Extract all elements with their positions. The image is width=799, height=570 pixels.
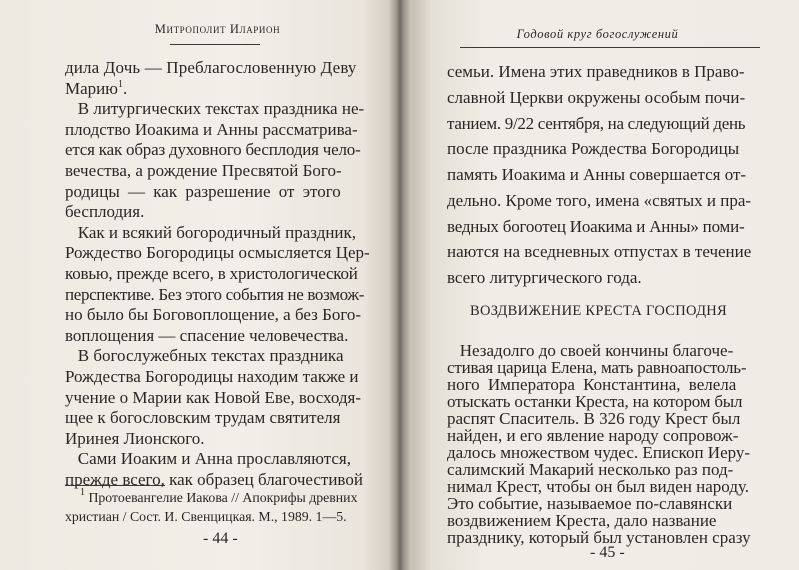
page-number-right: - 45 - [590, 544, 625, 561]
right-text-line: нимал Крест, чтобы он был виден народу. [447, 477, 750, 496]
left-text-line: Иринея Лионского. [65, 428, 205, 448]
left-text-line: Как и всякий богородичный праздник, [65, 222, 357, 242]
left-text-line: родицы — как разрешение от этого [65, 181, 341, 201]
footnote-line-1 [80, 489, 357, 507]
right-text-line: танием. 9/22 сентября, на следующий день [447, 113, 746, 133]
left-text-line: ковью, прежде всего, в христологической [65, 264, 358, 283]
left-text-line: но было бы Боговоплощение, а без Бого- [65, 305, 362, 325]
right-text-line: ведных богоотец Иоакима и Анны» поми- [447, 216, 745, 236]
left-text-line: Рождество Богородицы осмысляется Цер- [65, 243, 370, 263]
left-text-line: Сами Иоаким и Анна прославляются, [65, 449, 351, 469]
left-running-head: Митрополит Иларион [154, 22, 281, 36]
left-text-line: воплощения — спасение человечества. [65, 325, 349, 345]
footnote-line-2: христиан / Сост. И. Свенцицкая. М., 1989. 1—5. [65, 509, 347, 524]
left-head-rule [170, 44, 260, 45]
left-text-line: перспективе. Без этого события не возмож- [65, 284, 365, 304]
left-text-line: плодство Иоакима и Анны рассматрива- [65, 119, 358, 139]
right-text-line: после праздника Рождества Богородицы [447, 139, 740, 159]
right-text-line: распят Спаситель. В 326 году Крест был [447, 409, 741, 428]
right-text-line: наются на вседневных отпустах в течение [447, 242, 752, 262]
left-text-line: Марию$^1$. [65, 78, 128, 98]
right-text-line: семьи. Имена этих праведников в Право- [447, 62, 745, 81]
left-text-line: щее к богословским трудам святителя [65, 408, 341, 428]
left-text-line: Рождества Богородицы находим также и [65, 367, 359, 386]
footnote-number: 1 [80, 487, 85, 498]
right-text-line: славной Церкви окружены особым почи- [447, 87, 746, 107]
right-text-line: дельно. Кроме того, имена «святых и пра- [447, 190, 752, 210]
right-text-line: Незадолго до своей кончины благоче- [447, 341, 734, 360]
left-text-line: дила Дочь — Преблагословенную Деву [65, 58, 357, 77]
left-text-line: учение о Марии как Новой Еве, восходя- [65, 387, 362, 407]
right-text-line: далось множеством чудес. Епископ Иеру- [447, 443, 751, 462]
footnote-marker: 1 [117, 78, 123, 90]
book-gutter [388, 0, 412, 570]
right-text-line: ного Императора Константина, велела [447, 375, 737, 394]
right-text-line: воздвижением Креста, дало название [447, 511, 717, 530]
right-text-line: отыскать останки Креста, на котором был [447, 392, 743, 411]
right-running-head: Годовой круг богослужений [516, 27, 679, 41]
right-text-line: Это событие, называемое по-славянски [447, 494, 733, 513]
left-text-line: вечества, а рождение Пресвятой Бого- [65, 161, 342, 180]
right-text-line: стивая царица Елена, мать равноапостоль- [447, 358, 747, 377]
right-text-line: салимский Макарий несколько раз под- [447, 460, 734, 479]
section-heading: ВОЗДВИЖЕНИЕ КРЕСТА ГОСПОДНЯ [470, 303, 728, 319]
right-head-rule [460, 47, 760, 48]
left-text-line: В богослужебных текстах праздника [65, 346, 344, 366]
left-text-line: прежде всего, как образец благочестивой [65, 470, 363, 489]
left-text-line: бесплодия. [65, 202, 145, 222]
right-text-line: празднику, который был установлен сразу [447, 528, 751, 547]
left-text-line: В литургических текстах праздника не- [65, 99, 365, 119]
left-text-line: ется как образ духовного бесплодия чело- [65, 140, 361, 160]
right-text-line: всего литургического года. [447, 268, 642, 287]
right-text-line: память Иоакима и Анны совершается от- [447, 165, 747, 184]
right-text-line: найден, и его явление народу сопровож- [447, 426, 739, 445]
footnote-text: Протоевангелие Иакова // Апокрифы древних [85, 490, 358, 505]
page-number-left: - 44 - [203, 530, 238, 547]
